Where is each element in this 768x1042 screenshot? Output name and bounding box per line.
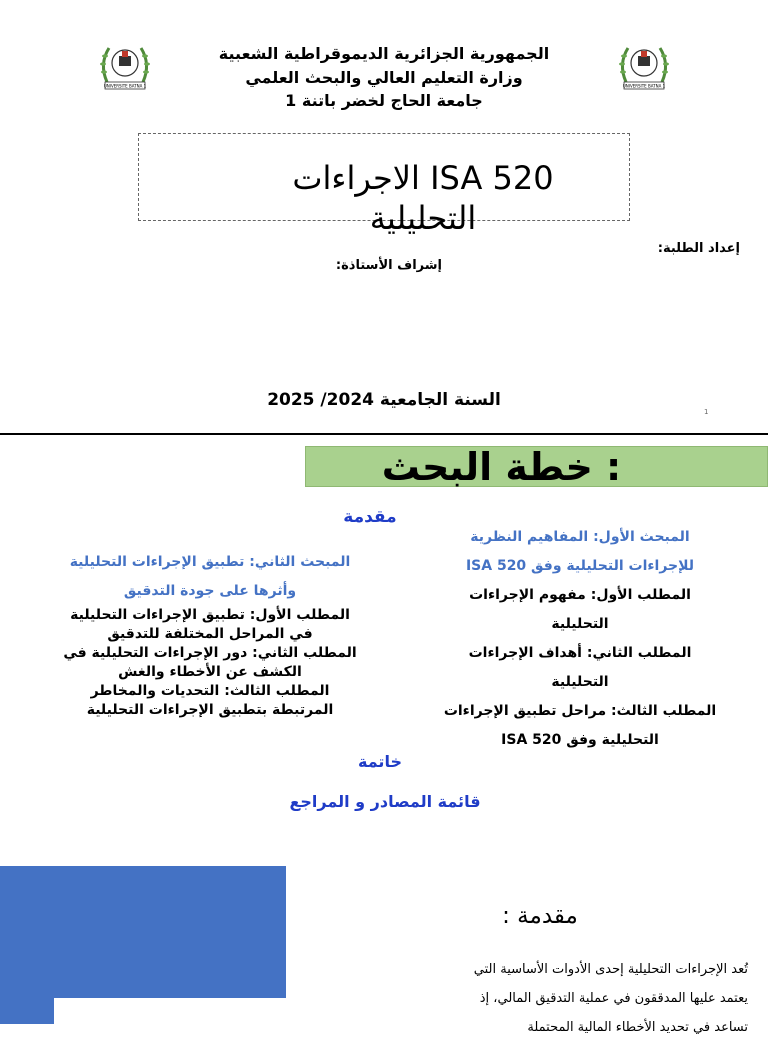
logo-caption-right: UNIVERSITE BATNA 1 [622, 83, 666, 89]
plan-references: قائمة المصادر و المراجع [289, 792, 481, 811]
chapter1-heading-line2: للإجراءات التحليلية وفق ISA 520 [465, 558, 695, 574]
logo-caption-left: UNIVERSITE BATNA 1 [103, 83, 147, 89]
chapter2-item: المطلب الثاني: دور الإجراءات التحليلية في [63, 645, 357, 661]
chapter2-item: المطلب الأول: تطبيق الإجراءات التحليلية [70, 607, 350, 623]
chapter2-item: المرتبطة بتطبيق الإجراءات التحليلية [86, 702, 334, 718]
chapter1-item: التحليلية [551, 674, 609, 690]
chapter1-item: المطلب الثالث: مراحل تطبيق الإجراءات [443, 703, 717, 719]
intro-body-line: تُعد الإجراءات التحليلية إحدى الأدوات الأساسية التي [473, 962, 748, 977]
plan-intro: مقدمة [343, 507, 397, 527]
chapter1-heading-line1: المبحث الأول: المفاهيم النظرية [470, 529, 690, 545]
document-title: ISA 520 الاجراءات التحليلية [292, 159, 554, 237]
chapter2-item: الكشف عن الأخطاء والغش [118, 664, 302, 680]
chapter1-item: المطلب الأول: مفهوم الإجراءات [469, 587, 691, 603]
intro-body-line: يعتمد عليها المدققون في عملية التدقيق المالي، إذ [479, 991, 748, 1006]
chapter1-item: التحليلية [551, 616, 609, 632]
chapter2-heading-line1: المبحث الثاني: تطبيق الإجراءات التحليلية [69, 554, 351, 570]
header-republic: الجمهورية الجزائرية الديموقراطية الشعبية [218, 44, 550, 63]
intro-body [392, 955, 748, 1042]
academic-year: السنة الجامعية 2024/ 2025 [267, 390, 501, 410]
plan-conclusion: خاتمة [358, 752, 402, 771]
decorative-white-inset [54, 998, 354, 1024]
chapter2-heading-line2: وأثرها على جودة التدقيق [123, 583, 297, 599]
intro-body-line: تساعد في تحديد الأخطاء المالية المحتملة [527, 1020, 748, 1035]
plan-title: : خطة البحث [381, 445, 622, 489]
chapter2-item: في المراحل المختلفة للتدقيق [107, 626, 313, 642]
intro-heading: مقدمة : [502, 903, 578, 929]
chapter1-item: المطلب الثاني: أهداف الإجراءات [468, 645, 692, 661]
plan-banner [305, 446, 768, 487]
university-logo-right [616, 38, 672, 94]
chapter1-column [415, 523, 745, 755]
title-box [138, 133, 630, 237]
page-number: 1 [704, 408, 709, 416]
supervised-by-label: إشراف الأستاذة: [335, 258, 442, 273]
chapter1-item: التحليلية وفق ISA 520 [501, 732, 659, 748]
slide-divider [0, 433, 768, 435]
header-university: جامعة الحاج لخضر باتنة 1 [285, 91, 483, 110]
university-logo-left [97, 38, 153, 94]
chapter2-column [30, 548, 390, 720]
header-ministry: وزارة التعليم العالي والبحث العلمي [245, 68, 523, 87]
prepared-by-label: إعداد الطلبة: [657, 241, 740, 256]
chapter2-item: المطلب الثالث: التحديات والمخاطر [90, 683, 330, 699]
